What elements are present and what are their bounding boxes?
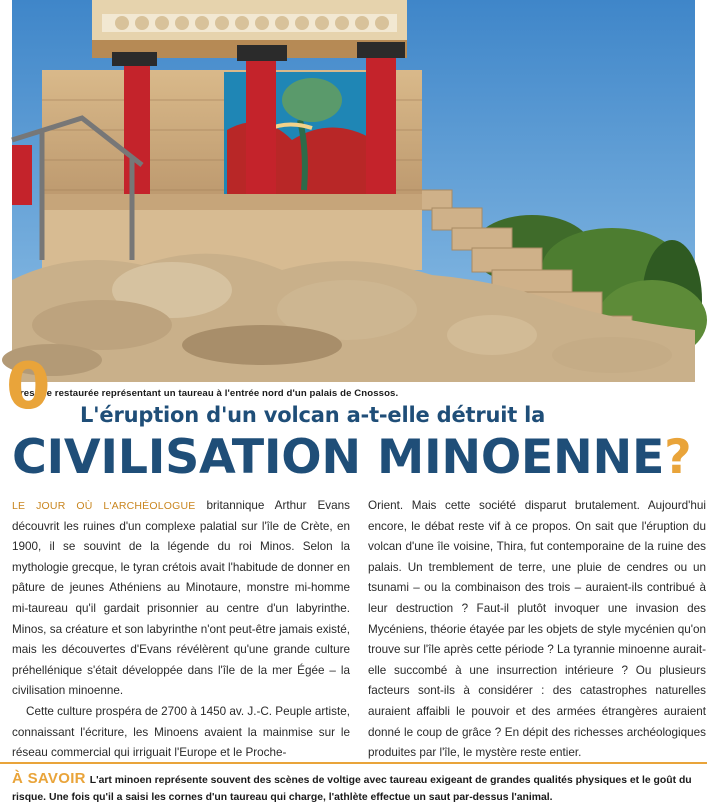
savoir-text: L'art minoen représente souvent des scènes de voltige avec taureau exigeant de grandes qualités physiques et le goût du risque. Une fois qu'il a saisi les cornes d'un taureau qui charge, l'athlète effectue un saut par-dessus l'animal.: [12, 775, 692, 803]
savoir-title: À SAVOIR: [12, 770, 86, 787]
savoir-divider: [0, 762, 707, 764]
paragraph: Orient. Mais cette société disparut brutalement. Aujourd'hui encore, le débat reste vif à ce propos. On sait que l'éruption du volcan d'une île voisine, Thira, fut contemporaine de la ruine des palais. Un tremblement de terre, une pluie de cendres ou un tsunami – ou la combinaison des trois – auraient-ils contribué à leur destruction ? Faut-il plutôt invoquer une invasion des Mycéniens, théorie étayée par les objets de style mycénien qu'on trouve sur l'île après cette période ? La tyrannie minoenne aurait-elle succombé à une insurrection intérieure ? Ou plusieurs facteurs sont-ils à considérer : des catastrophes naturelles auraient affaibli le pouvoir et des armées étrangères auraient donné le coup de grâce ? En dépit des richesses archéologiques produites par l'île, le mystère reste entier.: [368, 499, 706, 760]
article-number: 0: [6, 350, 51, 424]
headline-main: CIVILISATION MINOENNE: [12, 430, 665, 485]
paragraph: [12, 496, 350, 702]
headline-question-mark: ?: [664, 430, 692, 485]
paragraph-text: britannique Arthur Evans découvrit les ruines d'un complexe palatial sur l'île de Crète, en 1900, il se souvint de la légende du roi Minos. Selon la mythologie grecque, le tyran crétois avait l'habitude de donner en pâture de jeunes Athéniens au Minotaure, monstre mi-homme mi-taureau qu'il gardait prisonnier au centre d'un labyrinthe. Minos, sa créature et son labyrinthe n'ont peut-être jamais existé, mais les découvertes d'Evans révélèrent qu'une grande culture préhellénique s'était développée dans l'île de la mer Égée – la civilisation minoenne.: [12, 499, 350, 698]
article-column-right: [368, 496, 706, 764]
article-column-left: [12, 496, 350, 764]
headline-line-1: L'éruption d'un volcan a-t-elle détruit la: [80, 403, 546, 427]
headline-line-2: [12, 430, 707, 486]
photo-knossos: [12, 0, 695, 382]
savoir-box: [12, 770, 702, 806]
lead-in: LE JOUR OÙ L'ARCHÉOLOGUE: [12, 500, 196, 512]
photo-caption: Fresque restaurée représentant un taureau à l'entrée nord d'un palais de Cnossos.: [14, 388, 399, 399]
paragraph: Cette culture prospéra de 2700 à 1450 av. J.-C. Peuple artiste, connaissant l'écriture, les Minoens avaient la mainmise sur le réseau commercial qui irriguait l'Europe et le Proche-: [12, 704, 350, 760]
knossos-palace-illustration: [12, 0, 695, 382]
